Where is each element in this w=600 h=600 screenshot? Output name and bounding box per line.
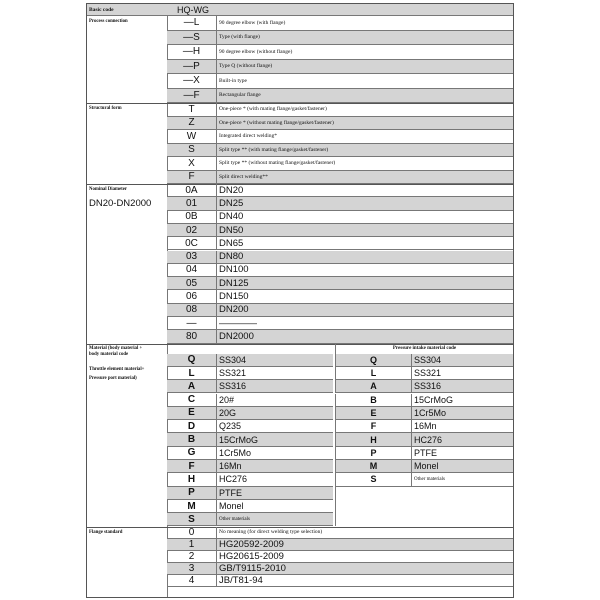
body-material-code: E	[167, 407, 217, 419]
code-row	[167, 31, 513, 46]
body-material-name: Other materials	[219, 516, 250, 522]
flange-description: HG20592-2009	[219, 538, 284, 550]
body-material-code: P	[167, 487, 217, 499]
option-description: Split type ** (with mating flange/gasket/fastener)	[219, 146, 329, 153]
option-description: DN100	[219, 264, 249, 276]
header-row	[87, 4, 513, 16]
body-material-name: 1Cr5Mo	[219, 447, 252, 458]
material-row	[167, 487, 333, 500]
option-description: DN50	[219, 224, 244, 236]
pressure-material-name: SS304	[414, 354, 442, 365]
pressure-material-name: 16Mn	[414, 421, 437, 432]
code-row	[167, 317, 513, 330]
body-material-name: SS304	[219, 354, 247, 365]
pressure-material-name: SS321	[414, 368, 442, 379]
material-row	[167, 433, 333, 446]
code-row	[167, 330, 513, 343]
body-material-code: F	[167, 460, 217, 472]
section-label-flange-standard: Flange standard	[89, 529, 123, 535]
code-row	[167, 16, 513, 31]
pressure-material-name: 15CrMoG	[414, 394, 454, 405]
material-row	[167, 447, 333, 460]
option-description: Split type ** (without mating flange/gasket/fastener)	[219, 160, 336, 167]
body-material-code: B	[167, 433, 217, 445]
section-label-nominal-diameter: Nominal Diameter	[89, 187, 127, 192]
option-code: 0A	[167, 184, 217, 196]
option-description: One-piece * (with mating flange/gasket/fastener)	[219, 106, 327, 113]
code-row	[167, 117, 513, 131]
selection-table	[86, 3, 514, 598]
option-description: DN65	[219, 237, 244, 249]
option-code: 05	[167, 277, 217, 289]
pressure-material-code: L	[336, 367, 412, 379]
code-row	[167, 45, 513, 60]
pressure-material-code: S	[336, 473, 412, 485]
option-description: Split direct welding**	[219, 173, 268, 180]
code-row	[167, 89, 513, 104]
pressure-intake-label: Pressure intake material code	[335, 344, 513, 355]
option-description: Integrated direct welding*	[219, 133, 278, 140]
pressure-material-row	[335, 367, 513, 380]
pressure-material-code: A	[336, 380, 412, 392]
pressure-material-name: Monel	[414, 461, 439, 472]
pressure-material-code: P	[336, 447, 412, 459]
flange-row	[167, 575, 513, 587]
option-description: Type (with flange)	[219, 34, 260, 41]
option-code: Z	[167, 117, 217, 130]
option-description: DN25	[219, 197, 244, 209]
section-label-process-connection: Process connection	[89, 19, 128, 24]
code-row	[167, 224, 513, 237]
body-material-code: G	[167, 447, 217, 459]
flange-code: 3	[167, 563, 217, 574]
pressure-material-name: Other materials	[414, 476, 445, 482]
pressure-material-blank	[335, 487, 513, 527]
flange-code: 1	[167, 539, 217, 550]
flange-description: No meaning (for direct welding type selection)	[219, 529, 323, 535]
code-row	[167, 130, 513, 144]
code-row	[167, 184, 513, 197]
pressure-material-name: PTFE	[414, 447, 438, 458]
code-row	[167, 251, 513, 264]
option-description: Rectangular flange	[219, 92, 261, 99]
section-label-material: Throttle element material+	[89, 366, 145, 372]
flange-code: 2	[167, 551, 217, 562]
body-material-name: Monel	[219, 501, 244, 512]
option-code: 08	[167, 304, 217, 316]
body-material-name: SS321	[219, 368, 247, 379]
body-material-name: 16Mn	[219, 461, 242, 472]
body-material-code: H	[167, 473, 217, 485]
body-material-code: Q	[167, 354, 217, 366]
body-material-code: C	[167, 394, 217, 406]
pressure-material-row	[335, 354, 513, 367]
material-row	[167, 420, 333, 433]
option-code: 03	[167, 251, 217, 263]
option-description: DN20	[219, 184, 244, 196]
material-row	[167, 354, 333, 367]
option-description: Type Q (without flange)	[219, 63, 273, 70]
option-code: S	[167, 144, 217, 157]
option-description: DN125	[219, 277, 249, 289]
flange-row	[167, 551, 513, 563]
option-code: 06	[167, 290, 217, 302]
body-material-code: M	[167, 500, 217, 512]
pressure-material-code: E	[336, 407, 412, 419]
body-material-name: HC276	[219, 474, 248, 485]
option-code: W	[167, 130, 217, 143]
option-description: DN2000	[219, 330, 254, 342]
flange-row	[167, 527, 513, 539]
body-material-name: Q235	[219, 421, 242, 432]
code-row	[167, 103, 513, 117]
flange-description: GB/T9115-2010	[219, 562, 286, 574]
pressure-material-row	[335, 407, 513, 420]
section-label-material: body material code	[89, 351, 129, 357]
body-material-name: 20#	[219, 394, 235, 405]
material-row	[167, 513, 333, 526]
pressure-material-row	[335, 394, 513, 407]
pressure-material-name: 1Cr5Mo	[414, 407, 447, 418]
pressure-material-row	[335, 380, 513, 393]
code-row	[167, 157, 513, 171]
body-material-code: A	[167, 380, 217, 392]
flange-code: 4	[167, 575, 217, 586]
code-row	[167, 264, 513, 277]
header-model: HQ-WG	[177, 4, 209, 15]
option-code: T	[167, 103, 217, 116]
header-label: Basic code	[89, 6, 114, 13]
pressure-material-row	[335, 420, 513, 433]
pressure-material-row	[335, 460, 513, 473]
option-description: ————	[219, 317, 257, 329]
body-material-name: 20G	[219, 407, 237, 418]
pressure-material-name: SS316	[414, 381, 442, 392]
code-row	[167, 144, 513, 158]
code-row	[167, 277, 513, 290]
option-code: —H	[167, 45, 217, 59]
body-material-name: PTFE	[219, 487, 243, 498]
option-code: X	[167, 157, 217, 170]
option-code: 80	[167, 330, 217, 342]
pressure-material-code: H	[336, 433, 412, 445]
material-row	[167, 394, 333, 407]
flange-description: HG20615-2009	[219, 550, 284, 562]
section-label-structural-form: Structural form	[89, 106, 122, 111]
option-code: —S	[167, 31, 217, 45]
body-material-name: 15CrMoG	[219, 434, 259, 445]
pressure-material-code: F	[336, 420, 412, 432]
code-row	[167, 171, 513, 185]
flange-code: 0	[167, 527, 217, 538]
option-code: —L	[167, 16, 217, 30]
pressure-material-row	[335, 473, 513, 486]
option-description: DN80	[219, 251, 244, 263]
pressure-material-code: M	[336, 460, 412, 472]
option-code: 04	[167, 264, 217, 276]
option-code: —P	[167, 60, 217, 74]
flange-row	[167, 563, 513, 575]
option-description: 90 degree elbow (with flange)	[219, 19, 286, 26]
nominal-diameter-range: DN20-DN2000	[89, 198, 152, 209]
option-description: DN40	[219, 211, 244, 223]
code-row	[167, 237, 513, 250]
option-description: DN200	[219, 304, 249, 316]
pressure-material-row	[335, 433, 513, 446]
material-row	[167, 460, 333, 473]
option-code: —	[167, 317, 217, 329]
material-row	[167, 473, 333, 486]
material-row	[167, 380, 333, 393]
pressure-material-name: HC276	[414, 434, 443, 445]
option-code: 02	[167, 224, 217, 236]
option-code: 0B	[167, 211, 217, 223]
option-code: —X	[167, 74, 217, 88]
option-description: 90 degree elbow (without flange)	[219, 48, 293, 55]
body-material-code: L	[167, 367, 217, 379]
code-row	[167, 304, 513, 317]
option-code: F	[167, 171, 217, 184]
option-code: 01	[167, 197, 217, 209]
option-code: —F	[167, 89, 217, 103]
section-label-material: Pressure port material)	[89, 375, 137, 381]
code-row	[167, 60, 513, 75]
flange-description: JB/T81-94	[219, 574, 263, 586]
body-material-code: D	[167, 420, 217, 432]
code-row	[167, 211, 513, 224]
option-description: DN150	[219, 291, 249, 303]
pressure-material-code: B	[336, 394, 412, 406]
code-row	[167, 197, 513, 210]
section-label-material: Material (body material +	[89, 345, 143, 351]
material-row	[167, 407, 333, 420]
code-row	[167, 74, 513, 89]
body-material-code: S	[167, 513, 217, 525]
option-description: Built-in type	[219, 77, 247, 84]
body-material-name: SS316	[219, 381, 247, 392]
flange-row	[167, 539, 513, 551]
material-row	[167, 367, 333, 380]
pressure-material-code: Q	[336, 354, 412, 366]
option-description: One-piece * (without mating flange/gasket/fastener)	[219, 119, 334, 126]
option-code: 0C	[167, 237, 217, 249]
pressure-material-row	[335, 447, 513, 460]
code-row	[167, 290, 513, 303]
material-row	[167, 500, 333, 513]
